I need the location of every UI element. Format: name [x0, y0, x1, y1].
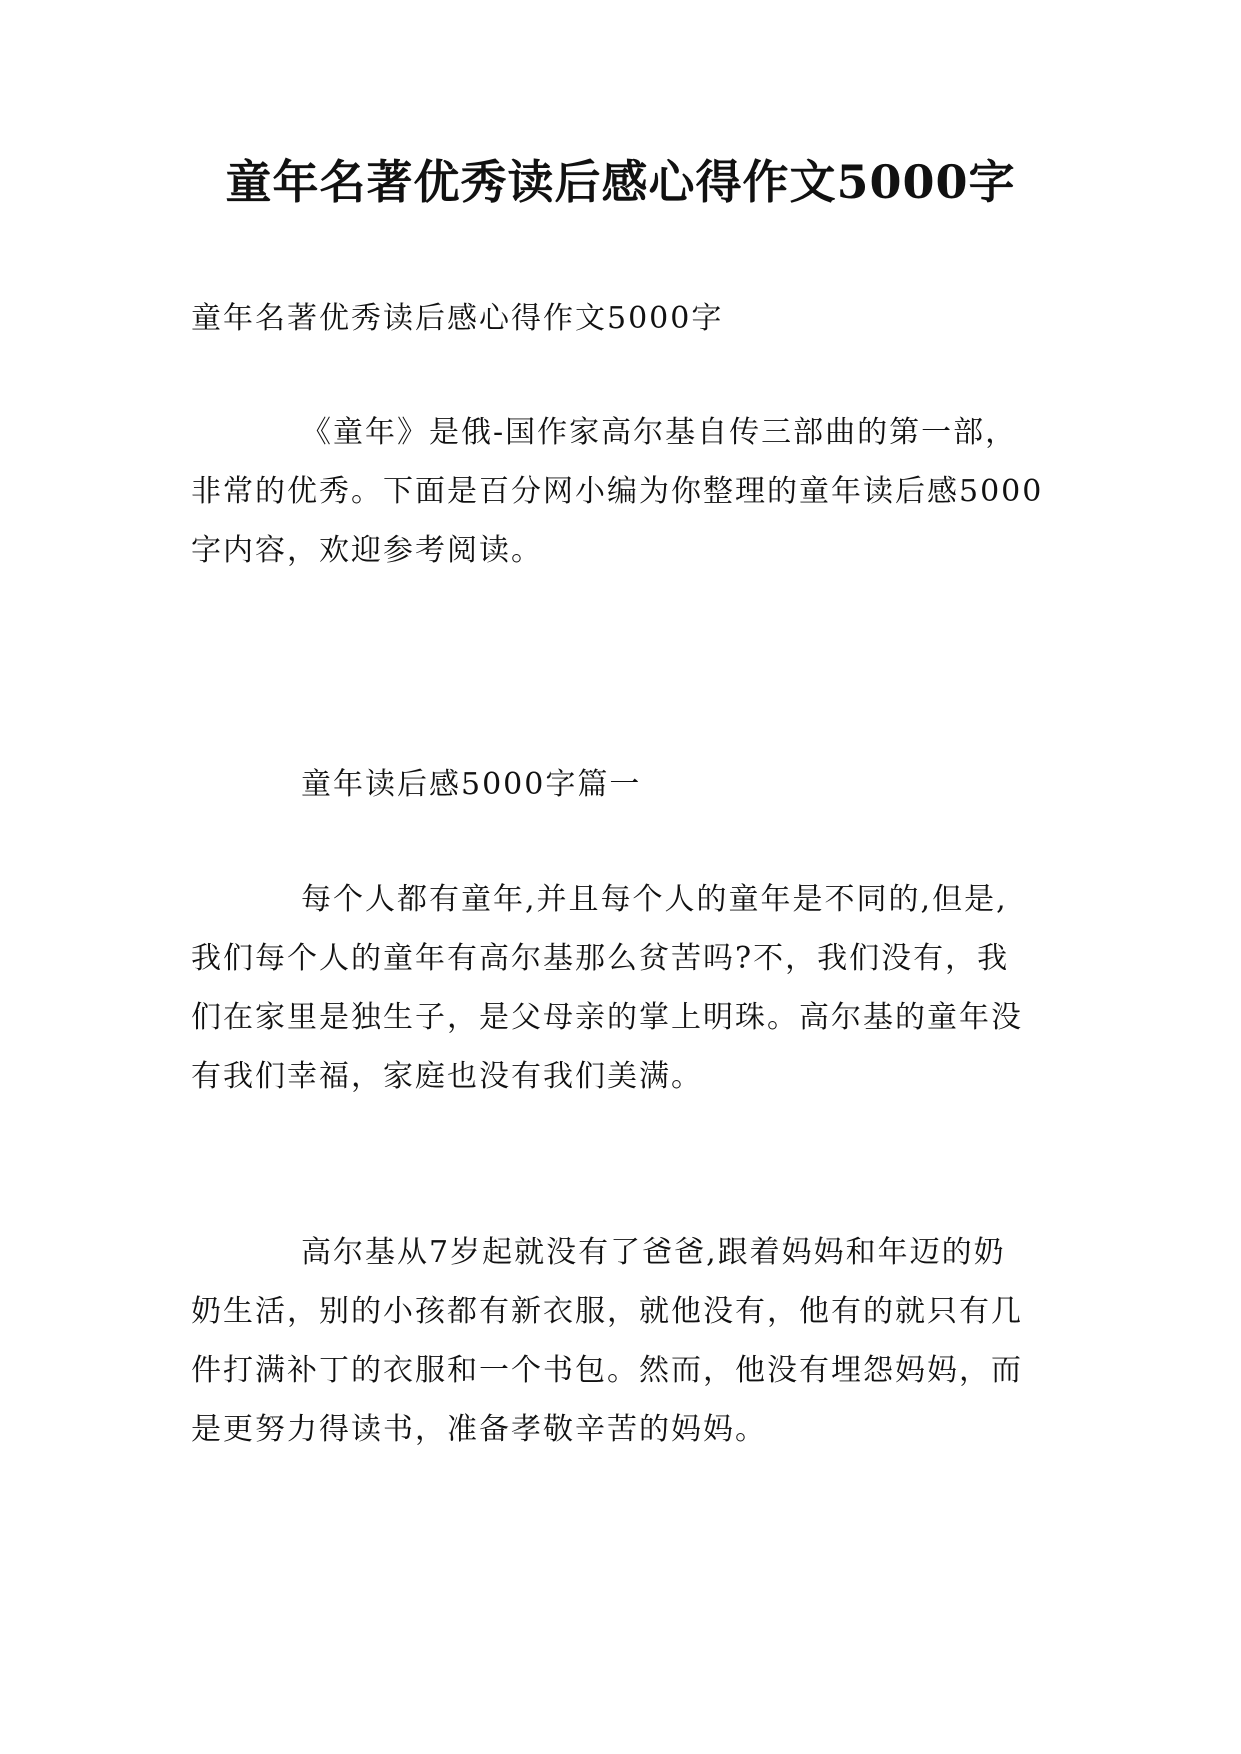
section-heading: 童年读后感5000字篇一	[301, 767, 642, 802]
document-title: 童年名著优秀读后感心得作文5000字	[225, 155, 1016, 209]
document-subtitle: 童年名著优秀读后感心得作文5000字	[191, 301, 724, 336]
intro-line: 字内容，欢迎参考阅读。	[191, 533, 543, 568]
intro-paragraph	[191, 403, 1051, 580]
paragraph-line: 有我们幸福，家庭也没有我们美满。	[191, 1059, 703, 1094]
body-paragraph	[191, 1223, 1051, 1459]
intro-line: 《童年》是俄-国作家高尔基自传三部曲的第一部，	[301, 415, 1018, 450]
paragraph-line: 件打满补丁的衣服和一个书包。然而，他没有埋怨妈妈，而	[191, 1353, 1023, 1388]
paragraph-line: 们在家里是独生子，是父母亲的掌上明珠。高尔基的童年没	[191, 1000, 1023, 1035]
intro-line: 非常的优秀。下面是百分网小编为你整理的童年读后感5000	[191, 474, 1044, 509]
paragraph-line: 我们每个人的童年有高尔基那么贫苦吗?不，我们没有，我	[191, 941, 1010, 976]
paragraph-line: 奶生活，别的小孩都有新衣服，就他没有，他有的就只有几	[191, 1294, 1023, 1329]
body-paragraph	[191, 870, 1051, 1106]
paragraph-line: 是更努力得读书，准备孝敬辛苦的妈妈。	[191, 1412, 767, 1447]
paragraph-line: 每个人都有童年,并且每个人的童年是不同的,但是,	[301, 882, 1008, 917]
paragraph-line: 高尔基从7岁起就没有了爸爸,跟着妈妈和年迈的奶	[301, 1235, 1006, 1270]
